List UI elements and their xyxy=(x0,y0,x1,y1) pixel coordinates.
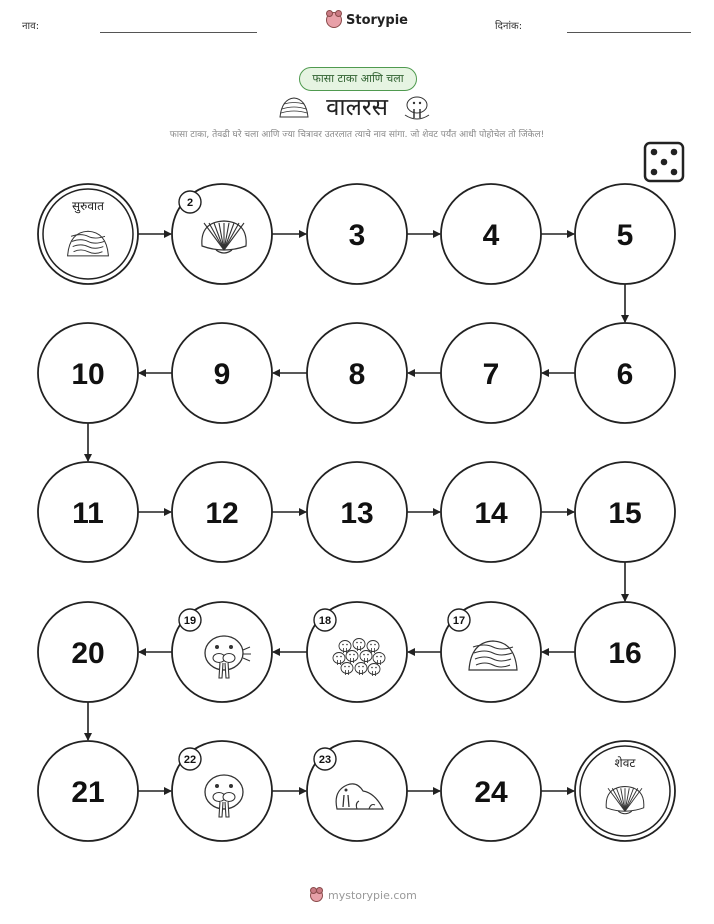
bear-logo-icon xyxy=(310,889,323,902)
space-number: 6 xyxy=(616,358,634,391)
board-space-13 xyxy=(307,462,407,562)
page-title: वालरस xyxy=(326,93,388,121)
board-space-19 xyxy=(172,602,272,702)
space-number-badge: 22 xyxy=(183,754,197,766)
space-number: 15 xyxy=(608,497,642,530)
clam-shell-icon xyxy=(202,221,246,253)
space-number-badge: 18 xyxy=(318,615,332,627)
space-number: 5 xyxy=(616,219,634,252)
board-space-7 xyxy=(441,323,541,423)
sand-dune-icon xyxy=(280,98,308,117)
board-space-25 xyxy=(575,741,675,841)
board-space-5 xyxy=(575,184,675,284)
space-number-badge: 17 xyxy=(452,615,466,627)
clam-shell-icon xyxy=(606,787,644,814)
space-number-badge: 23 xyxy=(318,754,332,766)
start-label: सुरुवात xyxy=(72,199,104,213)
board-space-6 xyxy=(575,323,675,423)
end-label: शेवट xyxy=(614,756,636,770)
walrus-herd-icon xyxy=(405,97,429,119)
board-space-12 xyxy=(172,462,272,562)
board-space-11 xyxy=(38,462,138,562)
space-number: 3 xyxy=(348,219,366,252)
space-number: 16 xyxy=(608,637,642,670)
space-number: 13 xyxy=(340,497,374,530)
space-number: 14 xyxy=(474,497,508,530)
board-space-16 xyxy=(575,602,675,702)
board-space-23 xyxy=(307,741,407,841)
space-number: 9 xyxy=(213,358,231,391)
space-number-badge: 2 xyxy=(186,197,194,209)
board-space-24 xyxy=(441,741,541,841)
board-space-8 xyxy=(307,323,407,423)
board-space-21 xyxy=(38,741,138,841)
board-space-20 xyxy=(38,602,138,702)
board-space-1 xyxy=(38,184,138,284)
space-number: 8 xyxy=(348,358,366,391)
board-space-15 xyxy=(575,462,675,562)
board-space-3 xyxy=(307,184,407,284)
footer-site[interactable]: mystorypie.com xyxy=(328,889,417,902)
board-space-22 xyxy=(172,741,272,841)
space-number: 21 xyxy=(71,776,105,809)
board-space-10 xyxy=(38,323,138,423)
footer xyxy=(310,889,417,902)
board-space-17 xyxy=(441,602,541,702)
board-space-2 xyxy=(172,184,272,284)
dice-five-icon[interactable] xyxy=(645,143,683,181)
space-number: 11 xyxy=(72,497,104,530)
space-number: 10 xyxy=(71,358,105,391)
date-label: दिनांक: xyxy=(495,21,523,32)
space-number: 20 xyxy=(71,637,105,670)
game-type-badge: फासा टाका आणि चला xyxy=(299,67,417,91)
board-space-9 xyxy=(172,323,272,423)
space-number: 4 xyxy=(482,219,500,252)
space-number: 12 xyxy=(205,497,239,530)
space-number: 7 xyxy=(482,358,500,391)
board-space-4 xyxy=(441,184,541,284)
space-number-badge: 19 xyxy=(183,615,197,627)
brand-name: Storypie xyxy=(346,12,408,28)
space-number: 24 xyxy=(474,776,508,809)
board-space-18 xyxy=(307,602,407,702)
board-space-14 xyxy=(441,462,541,562)
name-label: नाव: xyxy=(22,21,40,32)
instructions: फासा टाका, तेवढी घरे चला आणि ज्या चित्रावर उतरलात त्याचे नाव सांगा. जो शेवट पर्यंत आधी पोहोचेल तो जिंकेल! xyxy=(169,130,545,140)
